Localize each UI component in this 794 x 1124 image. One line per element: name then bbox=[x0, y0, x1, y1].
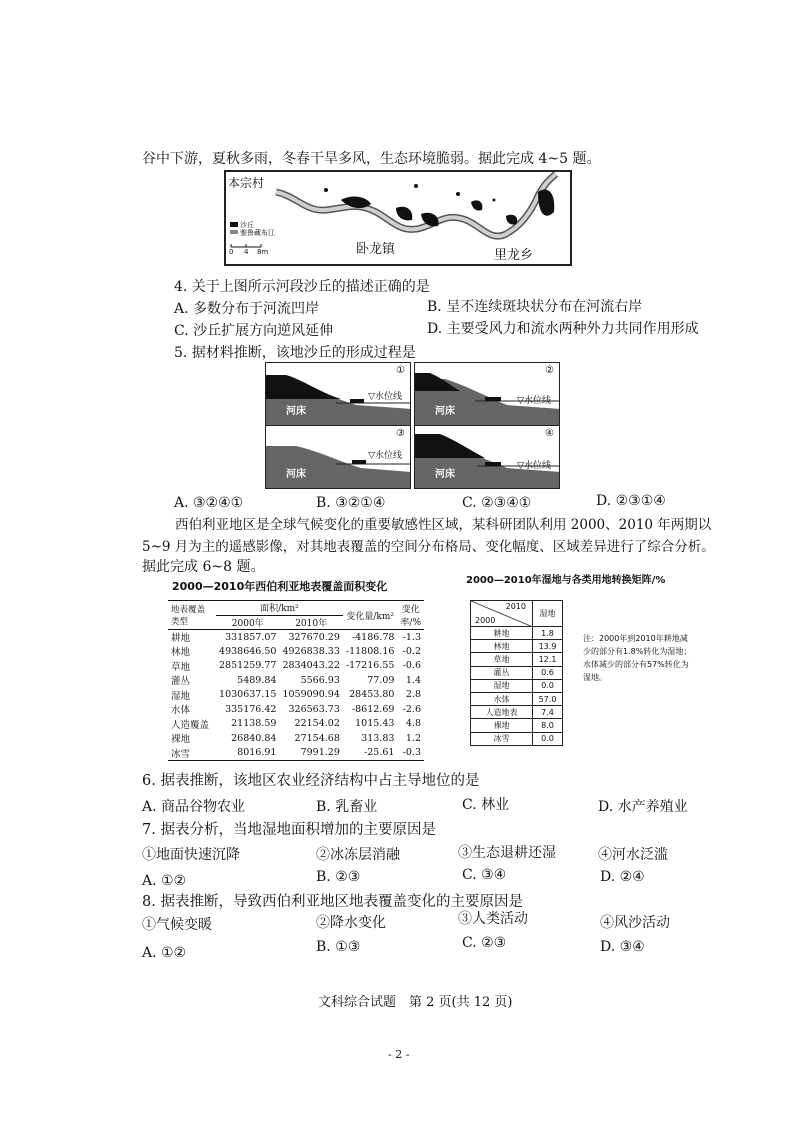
table2-corner-bottom: 2000 bbox=[475, 616, 496, 625]
table1-header-2010: 2010年 bbox=[295, 618, 328, 629]
q4-option-a[interactable]: A. 多数分布于河流凹岸 bbox=[174, 301, 320, 317]
material-para-line2: 5~9 月为主的遥感影像，对其地表覆盖的空间分布格局、变化幅度、区域差异进行了综合分析。 bbox=[142, 539, 715, 555]
table1-cell-value: 1030637.15 bbox=[219, 689, 277, 701]
q6-option-b[interactable]: B. 乳畜业 bbox=[316, 799, 378, 815]
diagram-1-riverbed: 河床 bbox=[286, 406, 306, 417]
table1-cell-value: -0.6 bbox=[402, 660, 421, 672]
table1-cell-value: 7991.29 bbox=[300, 747, 340, 758]
table1-cell-value: 2851259.77 bbox=[219, 660, 277, 672]
material-para-line3: 据此完成 6~8 题。 bbox=[142, 559, 265, 575]
table2-body bbox=[471, 627, 563, 746]
table1-cell-type: 冰雪 bbox=[171, 748, 191, 760]
table1-title: 2000—2010年西伯利亚地表覆盖面积变化 bbox=[172, 580, 388, 593]
table1-row bbox=[168, 630, 424, 645]
table1-cell-value: 1015.43 bbox=[355, 718, 395, 730]
q8-item-2: ②降水变化 bbox=[316, 915, 386, 931]
table1-row bbox=[168, 702, 424, 717]
diagram-1-water-level: ▽水位线 bbox=[368, 392, 402, 402]
table1-cell-value: -8612.69 bbox=[351, 703, 395, 715]
dune-diagram-2 bbox=[414, 362, 560, 426]
table1-cell-value: 28453.80 bbox=[349, 689, 395, 701]
table1-cell-value: 22154.02 bbox=[294, 718, 340, 730]
table2-corner-top: 2010 bbox=[505, 602, 526, 611]
q6-stem: 6. 据表推断，该地区农业经济结构中占主导地位的是 bbox=[142, 773, 480, 789]
q7-option-c[interactable]: C. ③④ bbox=[462, 867, 507, 883]
q8-option-d[interactable]: D. ③④ bbox=[600, 939, 645, 955]
table2-row bbox=[471, 679, 563, 692]
table1-cell-value: -25.61 bbox=[364, 747, 395, 758]
table2-title: 2000—2010年湿地与各类用地转换矩阵/% bbox=[466, 575, 666, 586]
q7-option-d[interactable]: D. ②④ bbox=[600, 869, 645, 885]
q5-stem: 5. 据材料推断，该地沙丘的形成过程是 bbox=[174, 345, 416, 361]
table1-body bbox=[168, 630, 424, 761]
table1-cell-value: 1059090.94 bbox=[282, 689, 340, 701]
q6-option-a[interactable]: A. 商品谷物农业 bbox=[142, 799, 246, 815]
table2-row bbox=[471, 706, 563, 719]
table2-cell-value: 0.0 bbox=[533, 732, 563, 745]
land-cover-table bbox=[168, 600, 424, 761]
river-dune-map bbox=[224, 170, 572, 266]
diagram-4-water-level: ▽水位线 bbox=[517, 461, 551, 471]
table1-cell-value: 335176.42 bbox=[225, 703, 277, 715]
q4-option-b[interactable]: B. 呈不连续斑块状分布在河流右岸 bbox=[427, 299, 643, 315]
dune-diagram-4 bbox=[414, 425, 560, 489]
material-para-line1: 西伯利亚地区是全球气候变化的重要敏感性区域，某科研团队利用 2000、2010 年两期以 bbox=[175, 517, 712, 533]
table1-cell-value: -4186.78 bbox=[351, 631, 395, 643]
table1-cell-value: 2.8 bbox=[405, 689, 421, 701]
scale-label-8: 8m bbox=[257, 248, 269, 256]
table1-cell-value: 5489.84 bbox=[237, 674, 277, 686]
q5-option-c[interactable]: C. ②③④① bbox=[462, 495, 532, 511]
q7-stem: 7. 据表分析，当地湿地面积增加的主要原因是 bbox=[142, 822, 436, 838]
table2-cell-value: 8.0 bbox=[533, 719, 563, 732]
wetland-conversion-table bbox=[470, 600, 563, 746]
q8-item-4: ④风沙活动 bbox=[600, 915, 670, 931]
table1-cell-value: 21138.59 bbox=[231, 718, 277, 730]
dune-patch-5 bbox=[538, 189, 554, 215]
q7-option-b[interactable]: B. ②③ bbox=[316, 869, 361, 885]
q5-option-d[interactable]: D. ②③①④ bbox=[596, 493, 666, 509]
table2-cell-value: 12.1 bbox=[533, 653, 563, 666]
table2-row bbox=[471, 666, 563, 679]
dune-diagram-1 bbox=[265, 362, 411, 426]
q6-option-c[interactable]: C. 林业 bbox=[462, 797, 510, 813]
legend-dune-label: 沙丘 bbox=[240, 221, 254, 229]
table1-cell-value: 4938646.50 bbox=[219, 645, 277, 657]
q7-item-1: ①地面快速沉降 bbox=[142, 847, 240, 863]
table1-cell-value: -0.3 bbox=[402, 747, 421, 758]
table2-cell-value: 13.9 bbox=[533, 640, 563, 653]
table1-cell-value: 313.83 bbox=[361, 732, 395, 744]
table2-cell-type: 水体 bbox=[471, 692, 533, 705]
table1-row bbox=[168, 688, 424, 703]
table2-row bbox=[471, 653, 563, 666]
table1-cell-type: 裸地 bbox=[171, 734, 191, 746]
q4-option-d[interactable]: D. 主要受风力和流水两种外力共同作用形成 bbox=[427, 321, 699, 337]
table2-cell-value: 0.0 bbox=[533, 679, 563, 692]
table1-header-type: 地表覆盖类型 bbox=[171, 605, 206, 627]
dune-dot bbox=[456, 192, 460, 196]
table1-cell-value: 1.4 bbox=[405, 674, 421, 686]
table2-row bbox=[471, 627, 563, 640]
table2-note: 注：2000年到2010年耕地减少的部分有1.8%转化为湿地；水体减少的部分有57%转化为湿地。 bbox=[583, 634, 692, 682]
table2-cell-value: 57.0 bbox=[533, 692, 563, 705]
table1-row bbox=[168, 673, 424, 688]
table2-corner-cell bbox=[471, 601, 533, 627]
q8-option-a[interactable]: A. ①② bbox=[142, 945, 187, 961]
table2-row bbox=[471, 719, 563, 732]
table1-cell-type: 人造覆盖 bbox=[171, 719, 210, 731]
table2-row bbox=[471, 732, 563, 745]
page-number: - 2 - bbox=[388, 1048, 410, 1061]
diagram-2-riverbed: 河床 bbox=[435, 406, 455, 417]
table1-cell-value: 5566.93 bbox=[300, 674, 340, 686]
q8-stem: 8. 据表推断，导致西伯利亚地区地表覆盖变化的主要原因是 bbox=[142, 894, 523, 910]
table1-cell-value: -11808.16 bbox=[345, 645, 395, 657]
table1-cell-value: 4.8 bbox=[405, 718, 421, 730]
dune-patch-6 bbox=[506, 215, 517, 225]
q4-option-c[interactable]: C. 沙丘扩展方向逆风延伸 bbox=[174, 323, 334, 339]
table1-cell-value: 77.09 bbox=[367, 674, 395, 686]
table2-cell-type: 耕地 bbox=[471, 627, 533, 640]
table2-cell-type: 草地 bbox=[471, 653, 533, 666]
table1-cell-type: 湿地 bbox=[171, 690, 191, 702]
map-label-town2: 里龙乡 bbox=[494, 248, 534, 263]
table1-header-change: 变化量/km² bbox=[346, 611, 394, 622]
table1-cell-value: 4926838.33 bbox=[282, 645, 340, 657]
table1-cell-type: 林地 bbox=[171, 647, 191, 659]
q8-item-3: ③人类活动 bbox=[458, 911, 528, 927]
diagram-1-number: ① bbox=[396, 365, 405, 376]
map-label-town1: 卧龙镇 bbox=[356, 242, 396, 257]
table1-cell-value: 331857.07 bbox=[225, 631, 277, 643]
table1-header-area: 面积/km² bbox=[216, 601, 343, 616]
q4-stem: 4. 关于上图所示河段沙丘的描述正确的是 bbox=[174, 279, 430, 295]
table2-header-wetland: 湿地 bbox=[533, 601, 563, 627]
q5-option-a[interactable]: A. ③②④① bbox=[174, 495, 244, 511]
diagram-4-riverbed: 河床 bbox=[435, 469, 455, 480]
table2-cell-value: 1.8 bbox=[533, 627, 563, 640]
diagram-3-riverbed: 河床 bbox=[286, 469, 306, 480]
table1-header-rate: 变化率/% bbox=[400, 605, 422, 628]
table2-cell-type: 冰雪 bbox=[471, 732, 533, 745]
page-footer: 文科综合试题 第 2 页(共 12 页) bbox=[318, 995, 513, 1010]
table1-cell-value: 327670.29 bbox=[288, 631, 340, 643]
diagram-4-number: ④ bbox=[545, 428, 554, 439]
table2-cell-type: 灌丛 bbox=[471, 666, 533, 679]
table1-cell-type: 草地 bbox=[171, 661, 191, 673]
q8-item-1: ①气候变暖 bbox=[142, 917, 212, 933]
dune-dot bbox=[324, 188, 328, 192]
dune-patch-4 bbox=[471, 200, 482, 210]
table2-cell-value: 0.6 bbox=[533, 666, 563, 679]
table2-cell-type: 林地 bbox=[471, 640, 533, 653]
table1-row bbox=[168, 659, 424, 674]
scale-label-0: 0 bbox=[229, 248, 234, 256]
legend-river-symbol bbox=[230, 230, 238, 234]
q5-option-b[interactable]: B. ③②①④ bbox=[316, 495, 386, 511]
table1-row bbox=[168, 644, 424, 659]
diagram-3-water-level: ▽水位线 bbox=[368, 451, 402, 461]
table1-row bbox=[168, 731, 424, 746]
table2-row bbox=[471, 692, 563, 705]
dune-diagram-3 bbox=[265, 425, 411, 489]
table1-cell-type: 水体 bbox=[171, 705, 191, 717]
q7-option-a[interactable]: A. ①② bbox=[142, 873, 187, 889]
diagram-3-number: ③ bbox=[396, 428, 405, 439]
q7-item-3: ③生态退耕还湿 bbox=[458, 845, 556, 861]
table2-cell-type: 人造地表 bbox=[471, 706, 533, 719]
table1-cell-type: 耕地 bbox=[171, 633, 191, 644]
table1-row bbox=[168, 717, 424, 732]
dune-patch-2 bbox=[396, 207, 412, 221]
dune-dot bbox=[414, 184, 418, 188]
table1-cell-type: 灌丛 bbox=[171, 676, 191, 688]
legend-river-label: 雅鲁藏布江 bbox=[240, 229, 275, 237]
table1-cell-value: -0.2 bbox=[402, 645, 421, 657]
q6-option-d[interactable]: D. 水产养殖业 bbox=[598, 799, 688, 815]
q7-item-4: ④河水泛滥 bbox=[598, 847, 668, 863]
table1-cell-value: 27154.68 bbox=[294, 732, 340, 744]
table2-cell-value: 7.4 bbox=[533, 706, 563, 719]
table1-cell-value: 8016.91 bbox=[237, 747, 277, 758]
table2-cell-type: 湿地 bbox=[471, 679, 533, 692]
table1-cell-value: -17216.55 bbox=[345, 660, 395, 672]
map-label-village: 本宗村 bbox=[228, 176, 265, 190]
table1-cell-value: 26840.84 bbox=[231, 732, 277, 744]
table2-cell-type: 裸地 bbox=[471, 719, 533, 732]
table1-cell-value: -1.3 bbox=[402, 631, 421, 643]
table1-cell-value: 1.2 bbox=[405, 732, 421, 744]
table1-header-2000: 2000年 bbox=[231, 618, 264, 629]
table1-row bbox=[168, 746, 424, 761]
table1-cell-value: 2834043.22 bbox=[282, 660, 340, 672]
table1-cell-value: -2.6 bbox=[402, 703, 421, 715]
diagram-2-water-level: ▽水位线 bbox=[517, 396, 551, 406]
q7-item-2: ②冰冻层消融 bbox=[316, 847, 400, 863]
legend-dune-symbol bbox=[230, 222, 238, 227]
table1-cell-value: 326563.73 bbox=[288, 703, 340, 715]
table2-row bbox=[471, 640, 563, 653]
q8-option-b[interactable]: B. ①③ bbox=[316, 939, 361, 955]
diagram-2-number: ② bbox=[545, 365, 554, 376]
dune-dot bbox=[493, 199, 496, 202]
intro-text: 谷中下游，夏秋多雨，冬春干旱多风，生态环境脆弱。据此完成 4~5 题。 bbox=[142, 151, 601, 167]
scale-label-4: 4 bbox=[244, 248, 249, 256]
q8-option-c[interactable]: C. ②③ bbox=[462, 935, 507, 951]
